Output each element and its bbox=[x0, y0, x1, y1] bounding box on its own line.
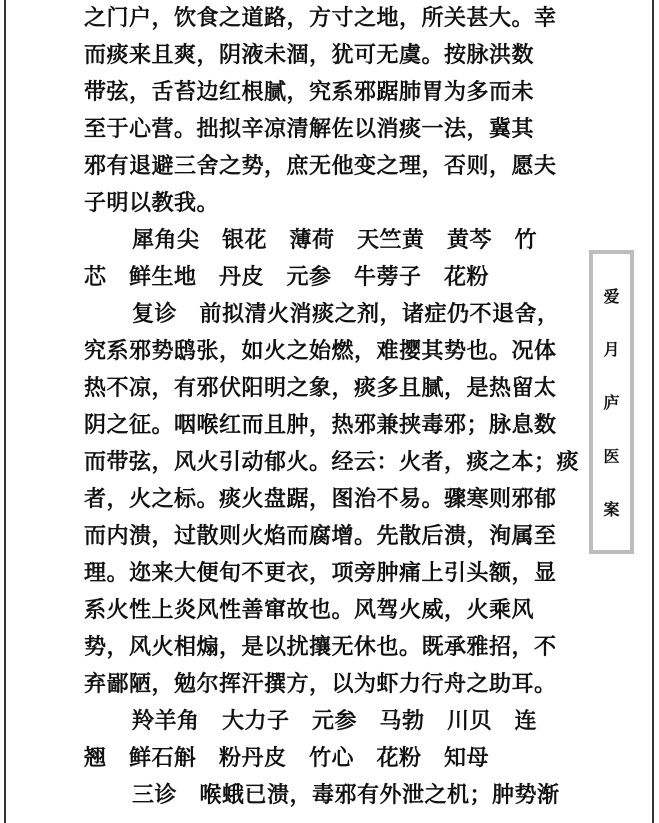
prescription-line: 翘 鲜石斛 粉丹皮 竹心 花粉 知母 bbox=[84, 745, 490, 771]
text-line: 阴之征。咽喉红而且肿，热邪兼挟毒邪；脉息数 bbox=[84, 412, 557, 438]
page-left-border bbox=[4, 0, 6, 823]
page-right-border bbox=[652, 0, 654, 823]
side-tab-char: 月 bbox=[603, 340, 620, 360]
text-line: 而带弦，风火引动郁火。经云：火者，痰之本；痰 bbox=[84, 449, 580, 475]
text-line: 邪有退避三舍之势，庶无他变之理，否则，愿夫 bbox=[84, 153, 557, 179]
text-line: 弃鄙陋，勉尔挥汗撰方，以为虾力行舟之助耳。 bbox=[84, 671, 557, 697]
book-title-side-tab bbox=[589, 250, 634, 554]
prescription-line: 犀角尖 银花 薄荷 天竺黄 黄芩 竹 bbox=[132, 227, 538, 253]
text-line: 至于心营。拙拟辛凉清解佐以消痰一法，冀其 bbox=[84, 116, 535, 142]
text-line: 而内溃，过散则火焰而腐增。先散后溃，洵属至 bbox=[84, 523, 557, 549]
side-tab-char: 案 bbox=[603, 499, 620, 519]
side-tab-char: 庐 bbox=[603, 393, 620, 413]
text-line: 而痰来且爽，阴液未涸，犹可无虞。按脉洪数 bbox=[84, 42, 535, 68]
text-line: 者，火之标。痰火盘踞，图治不易。骤寒则邪郁 bbox=[84, 486, 557, 512]
text-line: 带弦，舌苔边红根腻，究系邪踞肺胃为多而未 bbox=[84, 79, 535, 105]
side-tab-char: 爱 bbox=[603, 287, 620, 307]
text-line: 究系邪势鸱张，如火之始燃，难撄其势也。况体 bbox=[84, 338, 557, 364]
text-line: 子明以教我。 bbox=[84, 190, 220, 216]
text-line: 理。迩来大便旬不更衣，项旁肿痛上引头额，显 bbox=[84, 560, 557, 586]
text-line: 势，风火相煽，是以扰攘无休也。既承雅招，不 bbox=[84, 634, 557, 660]
text-line: 系火性上炎风性善窜故也。风驾火威，火乘风 bbox=[84, 597, 535, 623]
prescription-line: 羚羊角 大力子 元参 马勃 川贝 连 bbox=[132, 708, 538, 734]
document-body bbox=[84, 0, 584, 814]
text-line: 热不凉，有邪伏阳明之象，痰多且腻，是热留太 bbox=[84, 375, 557, 401]
third-visit-heading-line: 三诊 喉蛾已溃，毒邪有外泄之机；肿势渐 bbox=[132, 782, 560, 808]
revisit-heading-line: 复诊 前拟清火消痰之剂，诸症仍不退舍， bbox=[132, 301, 560, 327]
side-tab-char: 医 bbox=[603, 446, 620, 466]
prescription-line: 芯 鲜生地 丹皮 元参 牛蒡子 花粉 bbox=[84, 264, 490, 290]
text-line: 之门户，饮食之道路，方寸之地，所关甚大。幸 bbox=[84, 5, 557, 31]
